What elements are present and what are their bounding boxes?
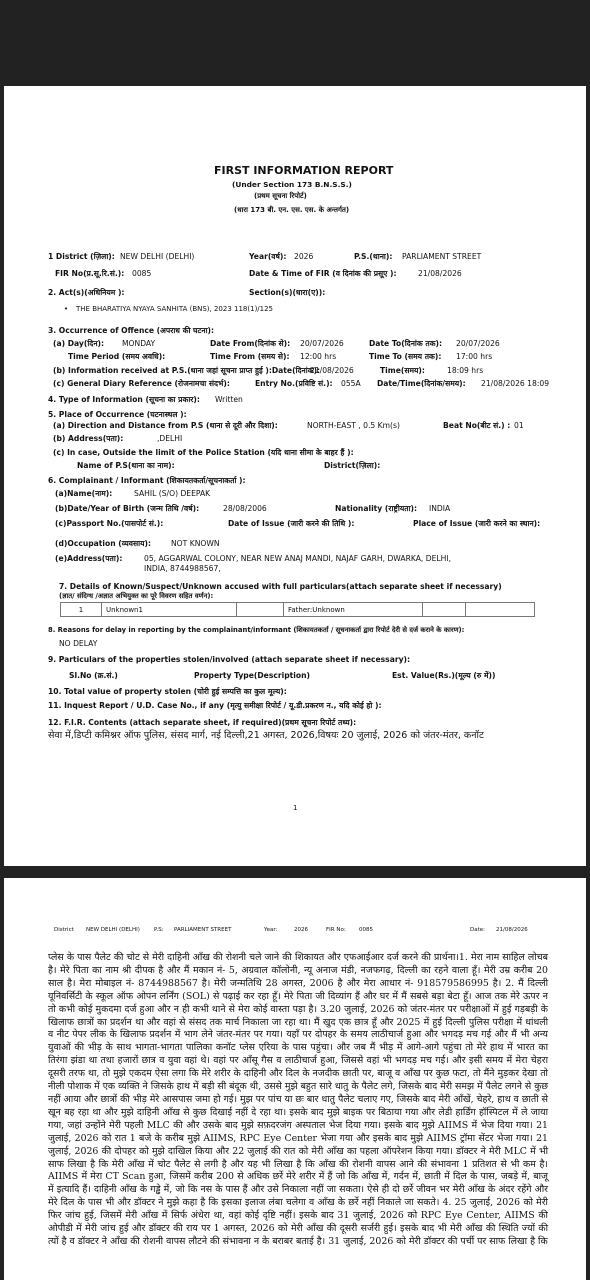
p2-ps-value: PARLIAMENT STREET <box>174 927 232 933</box>
nationality-label: Nationality (राष्ट्रीयता): <box>335 504 418 513</box>
document-subtitle: (Under Section 173 B.N.S.S.) <box>232 180 352 189</box>
accused-name: Unknown1 <box>102 603 237 617</box>
p2-district-label: District <box>54 927 74 933</box>
date-to-label: Date To(दिनांक तक): <box>369 339 443 348</box>
info-received-label: (b) Information received at P.S.(थाना जहां सूचना प्राप्त हुई ):Date(दिनांक): <box>53 366 321 375</box>
complainant-address-line2: INDIA, 8744988567, <box>144 564 221 573</box>
fir-contents-body: प्लेस के पास पैलेट की चोट से मेरी दाहिनी आँख की रोशनी चले जाने की शिकायत और एफआईआर दर्ज करने की प्रार्थना।1. मेरा नाम साहिल लोचब है। मेरे पिता का नाम श्री दीपक है और मैं मकान नं- 5, अग्रवाल कॉलोनी, न्यू अनाज मंडी, नजफगढ़, दिल्ली का रहने वाला हूँ। मेरी उम्र करीब 20 साल है। मेरा मोबाइल नं- 8744988567 है। मेरी जन्मतिथि 28 अगस्त, 2006 है और मेरा आधार नं- 918579586995 है। 2. मैं दिल्ली यूनिवर्सिटी के स्कूल ऑफ ओपन लर्निंग (SOL) से पढ़ाई कर रहा हूँ। मेरे पिता जी दिव्यांग हैं और घर में मैं सबसे बड़ा बेटा हूँ। आज तक मेरे ऊपर न तो कभी कोई मुकदमा दर्ज हुआ और न ही कभी थाने से मेरा कोई वास्ता पड़ा है। 3.20 जुलाई, 2026 को जंतर-मंतर पर परीक्षाओं में हुई गड़बड़ी के खिलाफ छात्रों का प्रदर्शन था और वहां से संसद तक मार्च निकाला जा रहा था। मैं खुद एक छात्र हूँ और 2025 में हुई दिल्ली पुलिस परीक्षा में धांधली व नीट पेपर लीक के खिलाफ प्रदर्शन में भाग लेने जंतर-मंतर पर गया। यहाँ पर दोपहर के समय लाठीचार्ज हुआ और भगदड़ मच गई और मैं भी अन्य युवाओं की भीड़ के साथ भागता-भागता पालिका कनॉट प्लेस एरिया के पास पहुंचा। और जब मैं भीड़ में आगे-आगे पहुंचा तो मेरे हाथ में भारत का तिरंगा झंडा था तथा हजारों छात्र व युवा वहां थे। वहां पर आँसू गैस व लाठीचार्ज हुआ, जिससे वहां भी भगदड़ मच गई। और इसी समय में मेरा चेहरा दूसरी तरफ था, तो मुझे एकदम ऐसा लगा कि मेरे शरीर के दाहिनी और दिल के नजदीक छाती पर, बाजू व आँख पर कुछ फटा, तो मैंने मुड़कर देखा तो नीली पोशाक में एक व्यक्ति ने जिसके हाथ में बड़ी सी बंदूक थी, उससे मुझे बहुत सारे धातु के पैलेट लगे, जिसके बाद मेरी समझ में पैलेट लगने से कुछ नहीं आया और छात्रों की भीड़ मेरे आसपास जमा हो गई। मुझ पर पांच या छः बार धातु पैलेट चलाए गए, जिसके बाद मेरी आँखें, चेहरे, हाथ व छाती से खून बह रहा था और मुझे दाहिनी आँख से कुछ दिखाई नहीं दे रहा था। इसके बाद मुझे बाइक पर बिठाया गया और लेडी हार्डिंग हॉस्पिटल में ले जाया गया, जहां उन्होंने मेरी पहली MLC की और उसके बाद मुझे सफ़दरजंग अस्पताल भेज दिया गया। इसके बाद मुझे AIIMS में भेज दिया गया। 21 जुलाई, 2026 को रात 1 बजे के करीब मुझे AIIMS, RPC Eye Center भेजा गया और इसके बाद मुझे AIIMS ट्रॉमा सेंटर भेजा गया। 21 जुलाई, 2026 की दोपहर को मुझे दाखिल किया और 22 जुलाई की रात को मेरी आँख का पहला ऑपरेशन किया गया। डॉक्टर ने मेरी MLC में भी साफ लिखा है कि मेरी आँख में चोट पैलेट से लगी है और यह भी लिखा है कि आँख की रोशनी वापस आने की संभावना 1 प्रतिशत से भी कम है। AIIMS में मेरा CT Scan हुआ, जिसमें करीब 200 से अधिक छर्रे मेरे शरीर में हैं जो कि आँख में, गर्दन में, छाती में दिल के पास, जबड़े में, बाजू में इत्यादि हैं। दाहिनी आँख के गड्ढे में, जो कि नस के पास हैं और उसे निकाला नहीं जा सकता। ऐसे ही दो छर्रे जीवन भर मेरी आँख के अंदर रहेंगे और मेरे दिल के पास भी और डॉक्टर ने मुझे कहा है कि इसका इलाज लंबा चलेगा व आँख के छर्रे नहीं निकाले जा सकते। 4. 25 जुलाई, 2026 को मेरी फिर जांच हुई, जिसमें मेरी आँख में सिर्फ अंधेरा था, वहां कोई दृष्टि नहीं। इसके बाद 31 जुलाई, 2026 को RPC Eye Center, AIIMS की ओपीडी में मेरी जांच हुई और डॉक्टर की राय पर 1 अगस्त, 2026 को मेरी आँख की दूसरी सर्जरी हुई। इसके बाद भी मेरी आँख की स्थिति ज्यों की त्यों है व डॉक्टर ने आँख की रोशनी वापस लौटने की संभावना न के बराबर बताई है। 31 जुलाई, 2026 को मेरी डॉक्टर की पर्ची पर साफ लिखा है कि <box>48 952 548 1247</box>
info-received-time: 18:09 hrs <box>447 366 484 375</box>
occupation-label: (d)Occupation (व्यवसाय): <box>55 539 152 548</box>
info-type-label: 4. Type of Information (सूचना का प्रकार): <box>48 395 200 404</box>
property-heading: 9. Particulars of the properties stolen/involved (attach separate sheet if necessary): <box>48 655 411 664</box>
outside-limit-label: (c) In case, Outside the limit of the Police Station (यदि थाना सीमा के बाहर हैं ): <box>53 448 354 457</box>
p2-fir-value: 0085 <box>359 927 373 933</box>
p2-ps-label: P.S: <box>154 927 164 933</box>
occupation-value: NOT KNOWN <box>171 539 220 548</box>
date-from-value: 20/07/2026 <box>300 339 344 348</box>
delay-heading: 8. Reasons for delay in reporting by the complainant/informant (शिकायतकर्ता / सूचनाकर्ता द्वारा रिपोर्ट देरी से दर्ज कराने के कारण): <box>48 626 465 634</box>
accused-subheading: (ज्ञात/ संदिग्ध /अज्ञात अभियुक्त का पूरे विवरण सहित वर्णन): <box>59 592 214 600</box>
complainant-name-label: (a)Name(नाम): <box>55 489 113 498</box>
day-value: MONDAY <box>122 339 156 348</box>
complainant-address-label: (e)Address(पता): <box>55 554 123 563</box>
p2-district-value: NEW DELHI (DELHI) <box>86 927 140 933</box>
document-title: FIRST INFORMATION REPORT <box>214 164 394 177</box>
document-subtitle-hindi: (प्रथम सूचना रिपोर्ट) <box>254 192 307 200</box>
occurrence-heading: 3. Occurrence of Offence (अपराध की घटना): <box>48 326 215 335</box>
entry-no-label: Entry No.(प्रविष्टि सं.): <box>255 379 333 388</box>
property-col-type: Property Type(Description) <box>194 671 310 680</box>
p2-year-label: Year: <box>264 927 278 933</box>
table-row <box>61 603 535 617</box>
district-value: NEW DELHI (DELHI) <box>120 252 195 261</box>
beat-value: 01 <box>514 421 524 430</box>
sections-label: Section(s)(धारा(ए)): <box>249 288 326 297</box>
accused-relative: Father:Unknown <box>284 603 423 617</box>
fir-no-label: FIR No(प्र.सू.रि.सं.): <box>55 269 125 278</box>
accused-other <box>466 603 535 617</box>
dob-value: 28/08/2006 <box>223 504 267 513</box>
time-period-label: Time Period (समय अवधि): <box>68 352 166 361</box>
date-to-value: 20/07/2026 <box>456 339 500 348</box>
acts-label: 2. Act(s)(अधिनियम ): <box>48 288 125 297</box>
info-received-date: 21/08/2026 <box>310 366 354 375</box>
date-from-label: Date From(दिनांक से): <box>210 339 291 348</box>
gd-reference-label: (c) General Diary Reference (रोजनामचा संदर्भ): <box>53 379 230 388</box>
year-value: 2026 <box>294 252 314 261</box>
info-received-time-label: Time(समय): <box>380 366 425 375</box>
nationality-value: INDIA <box>429 504 451 513</box>
page-number: 1 <box>293 804 298 812</box>
dob-label: (b)Date/Year of Birth (जन्म तिथि /वर्ष): <box>55 504 200 513</box>
place-district-label: District(ज़िला): <box>324 461 381 470</box>
passport-label: (c)Passport No.(पासपोर्ट सं.): <box>55 519 164 528</box>
time-from-label: Time From (समय से): <box>210 352 290 361</box>
direction-value: NORTH-EAST , 0.5 Km(s) <box>307 421 400 430</box>
ps-label: P.S.(थाना): <box>354 252 393 261</box>
fir-contents-first-line: सेवा में,डिप्टी कमिश्नर ऑफ पुलिस, संसद मार्ग, नई दिल्ली,21 अगस्त, 2026,विषयः 20 जुलाई, 2026 को जंतर-मंतर, कनॉट <box>48 730 484 741</box>
p2-date-value: 21/08/2026 <box>496 927 528 933</box>
time-to-label: Time To (समय तक): <box>369 352 442 361</box>
place-address-label: (b) Address(पता): <box>53 434 124 443</box>
complainant-heading: 6. Complainant / Informant (शिकायतकर्ता/सूचनाकर्ता ): <box>48 476 246 485</box>
accused-heading: 7. Details of Known/Suspect/Unknown accused with full particulars(attach separate sheet if necessary) <box>59 582 502 591</box>
name-ps-label: Name of P.S(थाना का नाम): <box>77 461 175 470</box>
p2-date-label: Date: <box>470 927 485 933</box>
entry-no-value: 055A <box>341 379 361 388</box>
district-label: 1 District (ज़िला): <box>48 252 115 261</box>
bullet-icon: • <box>64 305 69 313</box>
accused-alias <box>237 603 284 617</box>
place-heading: 5. Place of Occurrence (घटनास्थल ): <box>48 410 187 419</box>
fir-page-1 <box>4 86 586 866</box>
ps-value: PARLIAMENT STREET <box>402 252 482 261</box>
accused-sl-no: 1 <box>61 603 102 617</box>
property-col-slno: Sl.No (क्र.सं.) <box>69 671 118 680</box>
fir-datetime-value: 21/08/2026 <box>418 269 462 278</box>
accused-table <box>60 602 535 617</box>
place-address-value: ,DELHI <box>157 434 183 443</box>
issue-date-label: Date of Issue (जारी करने की तिथि ): <box>228 519 355 528</box>
year-label: Year(वर्ष): <box>249 252 287 261</box>
info-type-value: Written <box>215 395 243 404</box>
time-to-value: 17:00 hrs <box>456 352 493 361</box>
time-from-value: 12:00 hrs <box>300 352 337 361</box>
fir-no-value: 0085 <box>132 269 152 278</box>
fir-contents-heading: 12. F.I.R. Contents (attach separate sheet, if required)(प्रथम सूचना रिपोर्ट तथ्य): <box>48 718 357 727</box>
property-col-value: Est. Value(Rs.)(मूल्य (रु में)) <box>392 671 496 680</box>
complainant-name-value: SAHIL (S/O) DEEPAK <box>134 489 211 498</box>
day-label: (a) Day(दिन): <box>53 339 105 348</box>
complainant-address-line1: 05, AGGARWAL COLONY, NEAR NEW ANAJ MANDI, NAJAF GARH, DWARKA, DELHI, <box>144 554 451 563</box>
inquest-label: 11. Inquest Report / U.D. Case No., if any (मृत्यु समीक्षा रिपोर्ट / यू.डी.प्रकरण न., यदि कोई हो ): <box>48 701 382 710</box>
total-value-label: 10. Total value of property stolen (चोरी हुई सम्पत्ति का कुल मूल्य): <box>48 687 287 696</box>
gd-datetime-label: Date/Time(दिनांक/समय): <box>377 379 466 388</box>
gd-datetime-value: 21/08/2026 18:09 <box>481 379 550 388</box>
accused-address <box>423 603 466 617</box>
issue-place-label: Place of Issue (जारी करने का स्थान): <box>413 519 541 528</box>
p2-year-value: 2026 <box>294 927 308 933</box>
fir-page-2 <box>4 878 586 1280</box>
delay-value: NO DELAY <box>59 639 98 648</box>
fir-datetime-label: Date & Time of FIR (व दिनांक की प्रसूए ): <box>249 269 397 278</box>
p2-fir-label: FIR No: <box>326 927 346 933</box>
beat-label: Beat No(बीट सं.) : <box>443 421 511 430</box>
document-subtitle-hindi-2: (धारा 173 बी. एन. एस. एस. के अन्तर्गत) <box>234 206 350 214</box>
act-item: THE BHARATIYA NYAYA SANHITA (BNS), 2023 118(1)/125 <box>76 305 274 313</box>
direction-label: (a) Direction and Distance from P.S (थाना से दूरी और दिशा): <box>53 421 278 430</box>
